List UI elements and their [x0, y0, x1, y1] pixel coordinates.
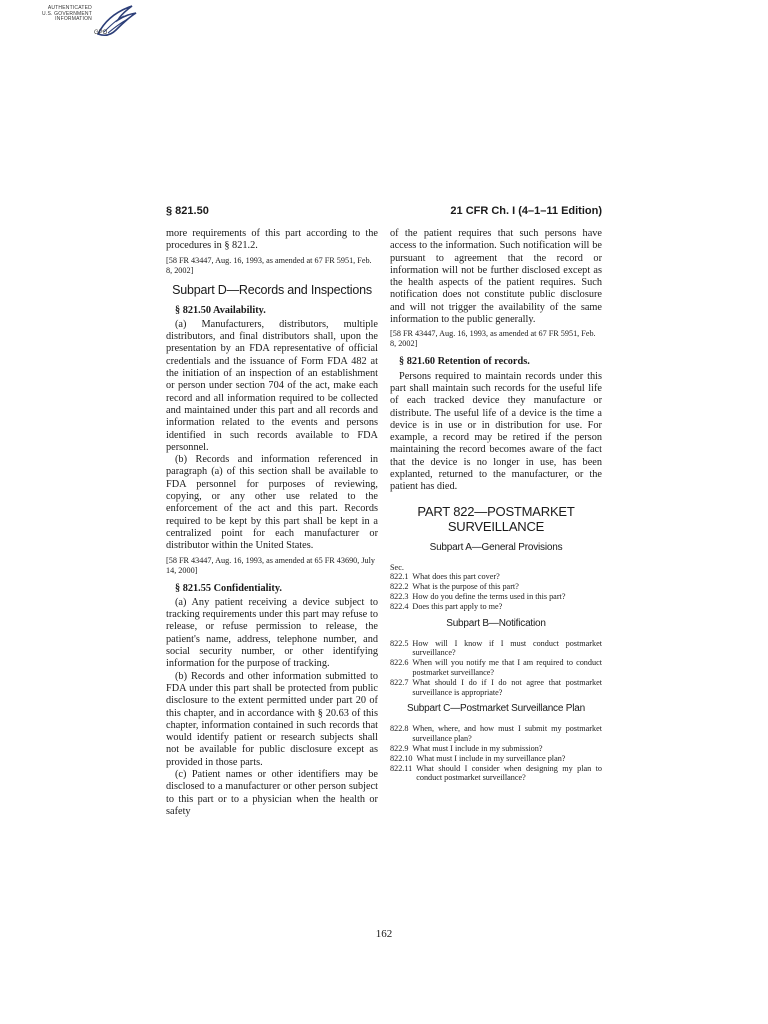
toc-item-text: What should I consider when designing my plan to conduct postmarket surveillance? [416, 763, 602, 783]
subpart-b-heading: Subpart B—Notification [446, 617, 546, 629]
left-column [166, 228, 378, 818]
subpart-c-toc [390, 724, 602, 783]
toc-item [390, 764, 602, 784]
section-821-55-para-b: (b) Records and other information submitted to FDA under this part shall be protected from public disclosure to the extent permitted under part 20 of this chapter, and in accordance with § 20.63 of this chapter, information contained in such records that would identify patient or research subjects shall not be available for public disclosure except as provided in those parts. [166, 670, 378, 768]
citation: [58 FR 43447, Aug. 16, 1993, as amended at 67 FR 5951, Feb. 8, 2002] [390, 329, 596, 349]
toc-item-text: What should I do if I do not agree that postmarket surveillance is appropriate? [412, 677, 602, 697]
section-821-50-para-a: (a) Manufacturers, distributors, multiple distributors, and final distributors shall, upon the presentation by an FDA representative of official credentials and the issuance of Form FDA 482 at the initiation of an inspection of an establishment or person under section 704 of the act, make each record and all information required to be collected and maintained under this part and all records and information related to the events and persons identified in such records available to FDA personnel. [166, 318, 378, 453]
toc-item [390, 658, 602, 678]
seal-gpo-label: GPO [94, 30, 108, 36]
running-head [166, 205, 602, 219]
subpart-b-toc [390, 639, 602, 698]
toc-item [390, 572, 602, 582]
subpart-d-heading: Subpart D—Records and Inspections [172, 282, 372, 297]
right-column [390, 228, 602, 787]
subpart-c-heading: Subpart C—Postmarket Surveillance Plan [406, 703, 586, 715]
toc-item-number: 822.11 [390, 763, 413, 773]
seal-text [28, 6, 92, 23]
toc-item-text: When will you notify me that I am required to conduct postmarket surveillance? [412, 658, 602, 678]
citation: [58 FR 43447, Aug. 16, 1993, as amended at 67 FR 5951, Feb. 8, 2002] [166, 255, 372, 275]
toc-item-text: When, where, and how must I submit my postmarket surveillance plan? [412, 724, 602, 744]
seal-line: U.S. GOVERNMENT [42, 10, 92, 17]
toc-item [390, 678, 602, 698]
page-number: 162 [375, 928, 393, 940]
gpo-authentication-seal [28, 4, 140, 44]
continued-paragraph: more requirements of this part according to the procedures in § 821.2. [166, 228, 378, 252]
continued-paragraph: of the patient requires that such persons have access to the information. Such notification will be pursuant to agreement that the record or information will not be further disclosed except as the health aspects of the patient requires. Such notification does not constitute public disclosure and will not trigger the availability of the same information to the public generally. [390, 228, 602, 326]
toc-item [390, 744, 602, 754]
toc-item-number: 822.5 [390, 638, 409, 648]
toc-item-number: 822.4 [390, 601, 409, 611]
section-821-60-heading: § 821.60 Retention of records. [399, 356, 530, 368]
toc-item-text: What must I include in my surveillance plan? [416, 753, 566, 763]
toc-item-number: 822.2 [390, 582, 409, 592]
toc-item [390, 754, 602, 764]
seal-line: AUTHENTICATED [47, 5, 92, 11]
citation: [58 FR 43447, Aug. 16, 1993, as amended at 65 FR 43690, July 14, 2000] [166, 555, 376, 575]
toc-item-number: 822.1 [390, 572, 409, 582]
toc-item-text: What is the purpose of this part? [412, 582, 519, 592]
eagle-icon [94, 4, 140, 44]
toc-item-number: 822.6 [390, 658, 409, 668]
toc-item-number: 822.10 [390, 753, 413, 763]
toc-item [390, 639, 602, 659]
toc-item-text: How do you define the terms used in this part? [412, 592, 566, 602]
section-821-50-para-b: (b) Records and information referenced in paragraph (a) of this section shall be available to FDA personnel for purposes of reviewing, copying, or any other use related to the enforcement of the act and this part. Records required to be kept by this part shall be kept in a centralized point for each manufacturer or distributor within the United States. [166, 454, 378, 552]
subpart-a-toc [390, 572, 602, 611]
toc-item [390, 592, 602, 602]
toc-sec-label: Sec. [390, 562, 404, 572]
toc-item [390, 582, 602, 592]
running-head-title: 21 CFR Ch. I (4–1–11 Edition) [450, 205, 602, 217]
toc-item-number: 822.3 [390, 592, 409, 602]
toc-item-text: What must I include in my submission? [412, 744, 543, 753]
section-821-60-body: Persons required to maintain records under this part shall maintain such records for the useful life of each tracked device they manufacture or distribute. The useful life of a device is the time a device is in use or in distribution for use. For example, a record may be retired if the person maintaining the record becomes aware of the fact that the device is no longer in use, has been explanted, returned to the manufacturer, or the patient has died. [390, 370, 602, 493]
toc-item-text: Does this part apply to me? [412, 601, 503, 611]
toc-item-number: 822.7 [390, 677, 409, 687]
subpart-a-heading: Subpart A—General Provisions [429, 541, 563, 553]
toc-item-number: 822.9 [390, 744, 409, 753]
section-821-55-para-a: (a) Any patient receiving a device subject to tracking requirements under this part may refuse to release, or refuse permission to release, the patient's name, address, telephone number, and social security number, or other identifying information for the purpose of tracking. [166, 596, 378, 670]
section-821-55-heading: § 821.55 Confidentiality. [175, 582, 282, 594]
part-822-title: PART 822—POSTMARKET SURVEILLANCE [417, 503, 575, 534]
seal-line: INFORMATION [55, 16, 92, 23]
section-821-55-para-c: (c) Patient names or other identifiers may be disclosed to a manufacturer or other person subject to this part or to a physician when the health or safety [166, 768, 378, 817]
toc-item-number: 822.8 [390, 724, 409, 734]
toc-item-text: How will I know if I must conduct postmarket surveillance? [412, 638, 602, 658]
toc-item-text: What does this part cover? [412, 572, 500, 582]
toc-item [390, 602, 602, 612]
toc-item [390, 724, 602, 744]
running-head-section: § 821.50 [166, 205, 209, 217]
section-821-50-heading: § 821.50 Availability. [175, 304, 266, 316]
